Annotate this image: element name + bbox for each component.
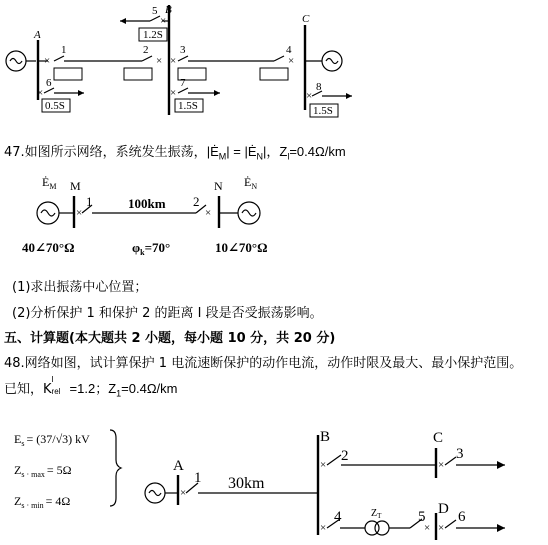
zm-value: 40∠70°Ω [22,240,75,255]
node-C-label: C [302,13,310,25]
q47-sub2: (2)分析保护 1 和保护 2 的距离 I 段是否受振荡影响。 [12,306,323,321]
fig3-length: 30km [228,475,265,492]
time-label-8: 1.5S [313,105,333,117]
en-label: $Ė_N$ [244,175,258,191]
fig3-breaker-6: 6 [458,509,466,525]
breaker-4-label: 4 [286,44,292,56]
fig3-breaker-2: 2 [341,448,349,464]
svg-text:×: × [424,522,431,534]
q47-sub1: (1)求出振荡中心位置； [12,280,148,295]
breaker-1-label: 1 [61,44,67,56]
fig2-length: 100km [128,196,166,211]
breaker-8-label: 8 [316,81,322,93]
phi-value: $\varphi_k=70^\circ$ [132,240,171,257]
svg-text:×: × [205,207,212,219]
fig2-breaker-1: 1 [86,194,93,209]
time-label-7: 1.5S [178,100,198,112]
fig3-breaker-1: 1 [194,470,202,486]
breaker-2-label: 2 [143,44,149,56]
param-zmin: $Z_{s \cdot min} = 4\Omega$ [14,494,71,510]
breaker-1-mark: × [44,55,51,67]
breaker-7-label: 7 [180,77,186,89]
q48-given: 已知，K I rel =1.2；$Z_1=0.4\Omega/km$ [4,375,178,399]
zn-value: 10∠70°Ω [215,240,268,255]
svg-text:×: × [306,90,313,102]
bus-N-label: N [214,179,223,193]
breaker-2-mark: × [156,55,163,67]
time-label-5: 1.2S [143,29,163,41]
svg-text:×: × [170,55,177,67]
breaker-5-label: 5 [152,5,158,17]
svg-text:×: × [320,459,327,471]
svg-text:×: × [76,207,83,219]
fig3-breaker-4: 4 [334,509,342,525]
q48-stem: 48.网络如图，试计算保护 1 电流速断保护的动作电流，动作时限及最大、最小保护范围。 [4,356,523,371]
svg-text:×: × [180,487,187,499]
svg-text:×: × [438,459,445,471]
fig3-breaker-3: 3 [456,446,464,462]
svg-text:×: × [320,522,327,534]
breaker-3-label: 3 [180,44,186,56]
node-B-label: B [165,4,172,16]
section-heading: 五、计算题(本大题共 2 小题，每小题 10 分，共 20 分) [4,331,336,346]
em-label: $Ė_M$ [42,175,57,191]
svg-text:×: × [37,87,44,99]
param-zmax: $Z_{s \cdot max} = 5\Omega$ [14,463,72,479]
brace [110,430,121,506]
q47-stem: 47.如图所示网络，系统发生振荡，$|Ė_M|$ = $|Ė_N|$，$Z_l=0.4\Omega/km$ [4,144,346,162]
svg-text:×: × [160,15,167,27]
svg-text:×: × [170,87,177,99]
node-D3-label: D [438,501,449,517]
fig3-breaker-5: 5 [418,509,426,525]
time-label-6: 0.5S [45,100,65,112]
param-es: $E_s = (37/√3)$ kV [14,432,90,448]
node-A-label: A [34,29,41,41]
bus-M-label: M [70,179,81,193]
node-C3-label: C [433,430,444,446]
breaker-6-label: 6 [46,77,52,89]
fig2-breaker-2: 2 [193,194,200,209]
svg-text:×: × [438,522,445,534]
node-B3-label: B [320,429,331,445]
svg-text:×: × [288,55,295,67]
zt-label: $Z_T$ [371,508,382,520]
node-A3-label: A [173,458,184,474]
